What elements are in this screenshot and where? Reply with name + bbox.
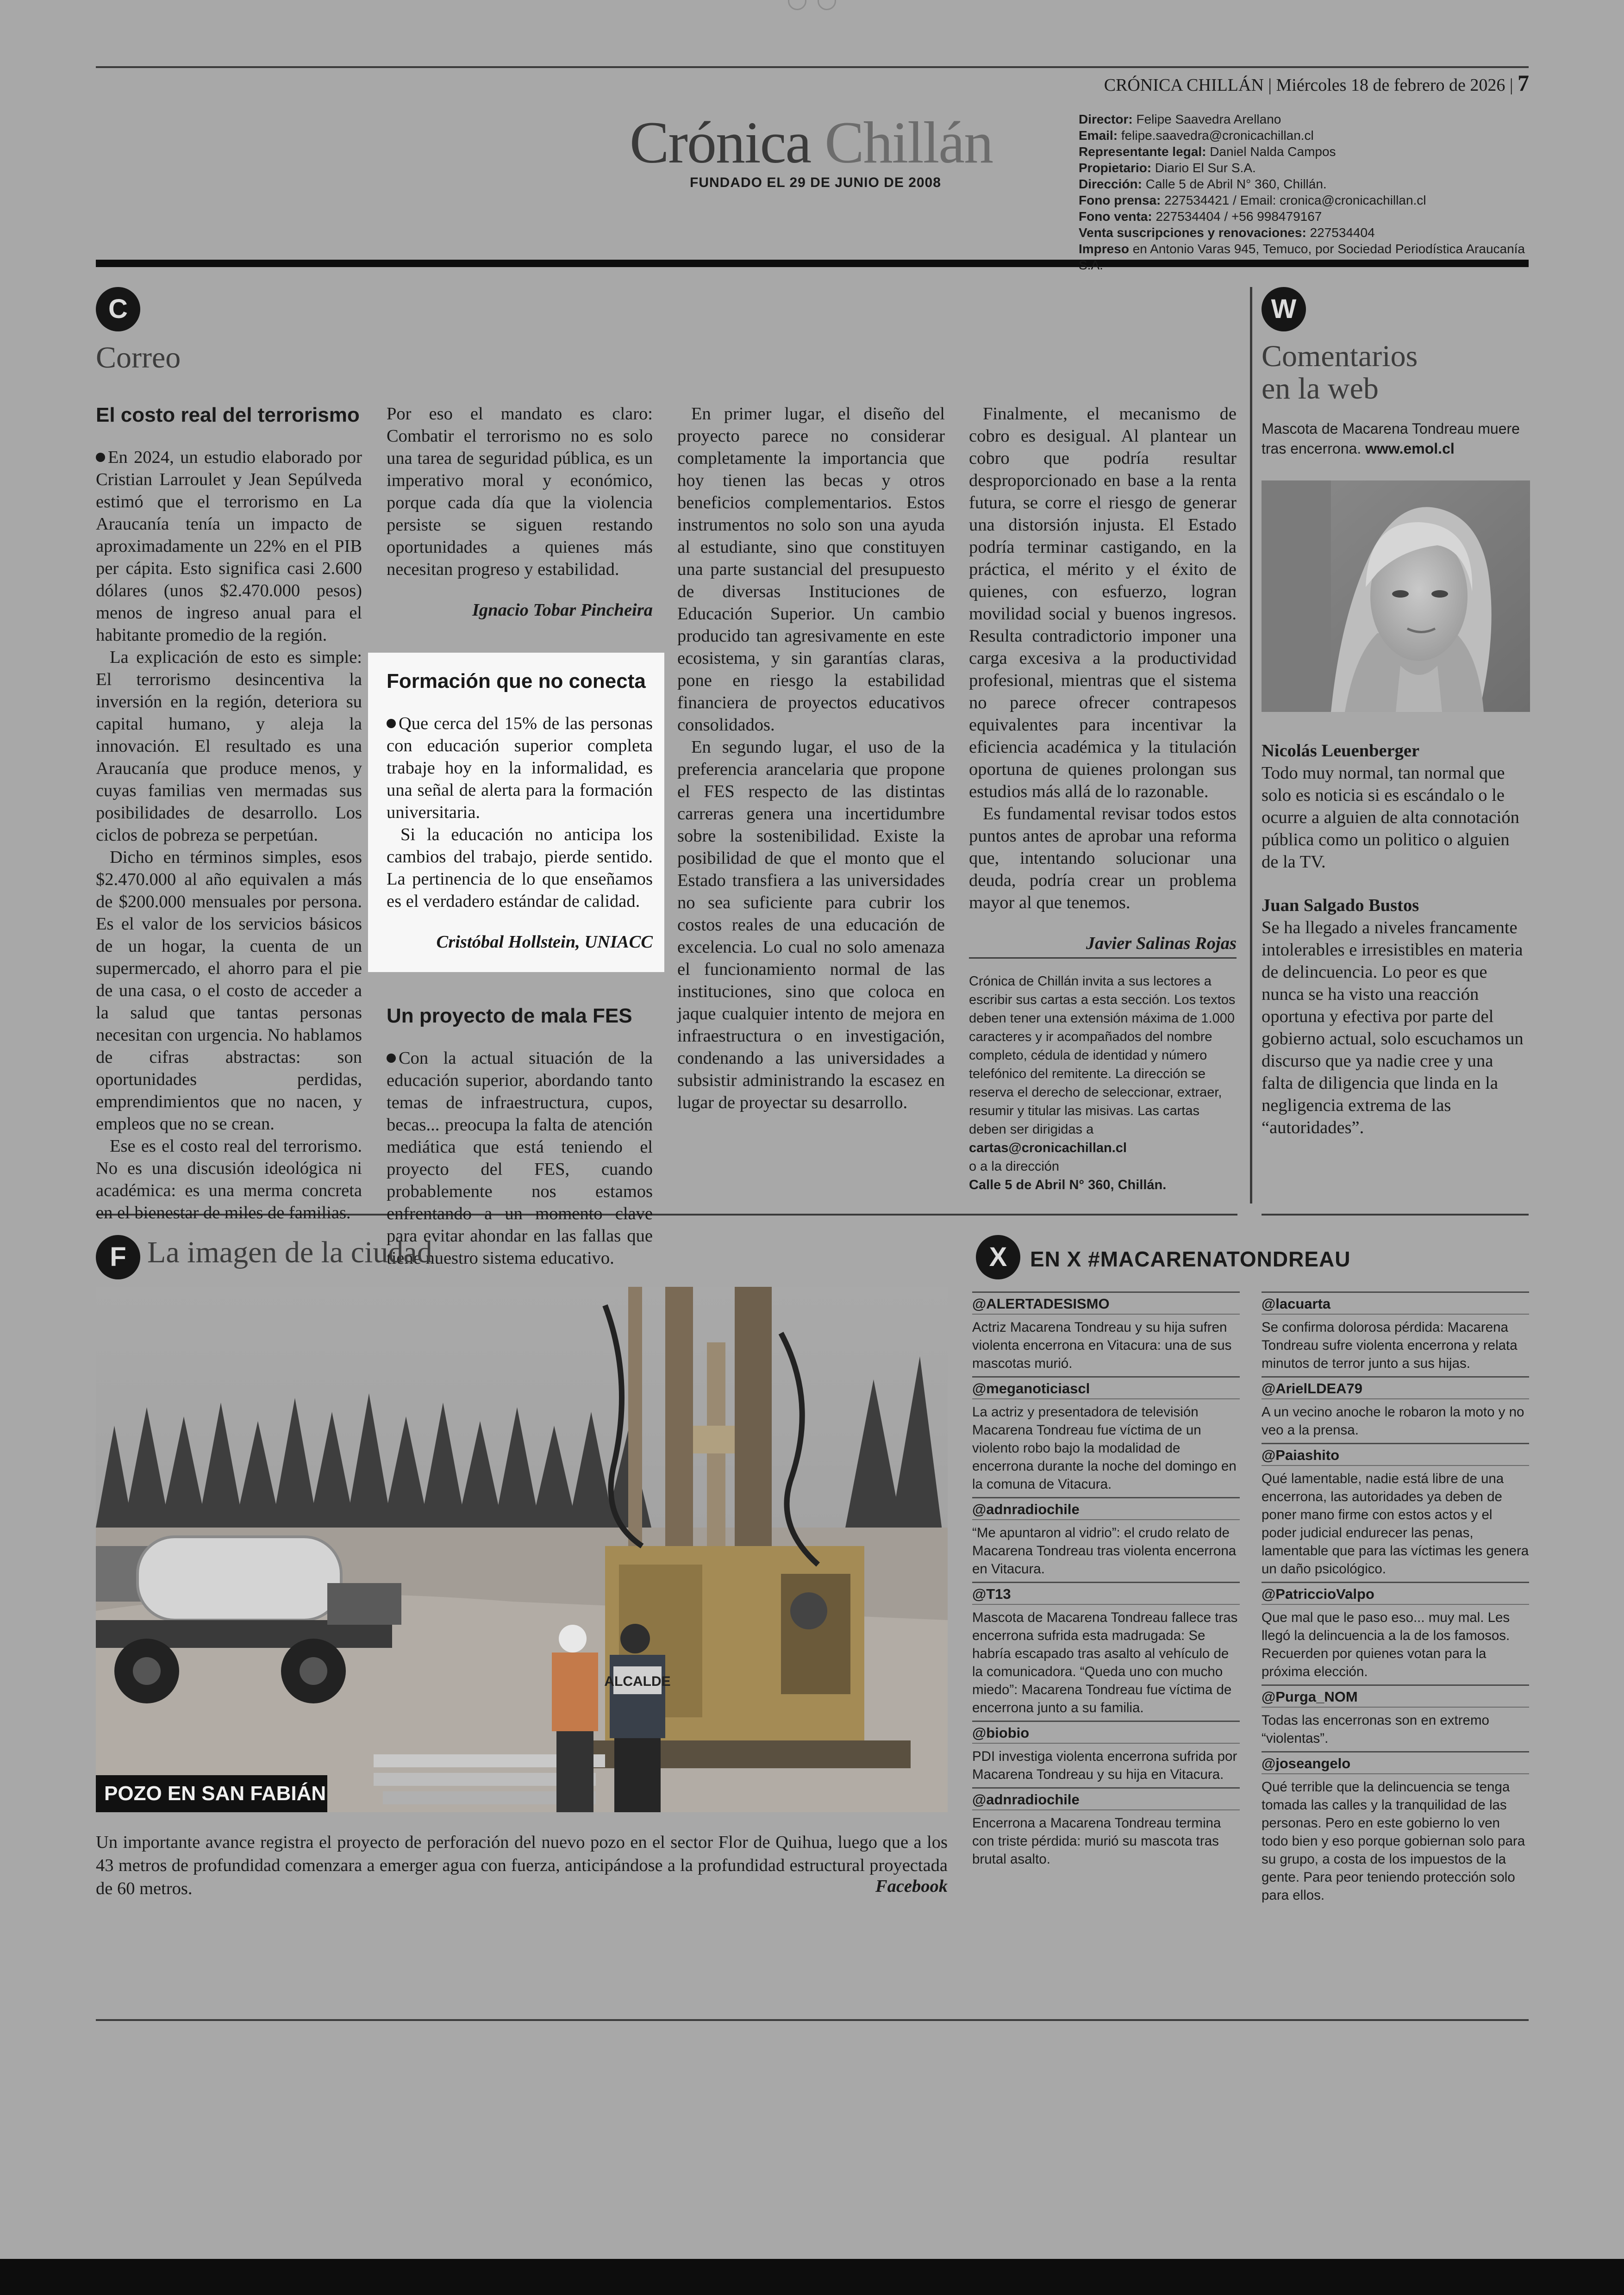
letter1-signature: Ignacio Tobar Pincheira xyxy=(472,600,653,620)
city-section-icon: F xyxy=(96,1235,140,1279)
credit-value: Daniel Nalda Campos xyxy=(1210,144,1336,159)
credit-line xyxy=(1079,241,1542,273)
x-post xyxy=(972,1376,1240,1493)
letter2-paragraph xyxy=(387,712,653,823)
letter1-p4: Ese es el costo real del terrorismo. No es una discusión ideológica ni académica: es una merma concreta en el bienestar de miles de familias. xyxy=(96,1136,362,1222)
credit-label: Email: xyxy=(1079,128,1118,143)
x-post-handle[interactable]: @joseangelo xyxy=(1262,1754,1529,1774)
x-post-handle[interactable]: @PatriccioValpo xyxy=(1262,1585,1529,1605)
credit-value: en Antonio Varas 945, Temuco, por Sociedad Periodística Araucanía S.A. xyxy=(1079,242,1525,272)
x-section-icon: X xyxy=(976,1235,1020,1279)
letter1-continued-column xyxy=(387,403,653,621)
bullet-dot-icon xyxy=(96,453,105,462)
x-post xyxy=(1262,1582,1529,1681)
x-post-text: Qué terrible que la delincuencia se tenga tomada las calles y la tranquilidad de las personas. Pero en este gobierno lo ven todo bien y eso porque gobiernan solo para su grupo, a costa de los impuestos de la gente. Para peor teniendo protección solo para ellos. xyxy=(1262,1779,1525,1903)
x-post-handle[interactable]: @adnradiochile xyxy=(972,1790,1240,1810)
note-address: Calle 5 de Abril N° 360, Chillán. xyxy=(969,1178,1167,1192)
x-post xyxy=(972,1497,1240,1578)
credit-label: Impreso xyxy=(1079,242,1129,256)
credit-line xyxy=(1079,143,1542,160)
credit-value: Felipe Saavedra Arellano xyxy=(1136,112,1281,126)
credit-label: Fono prensa: xyxy=(1079,193,1161,207)
x-post-handle[interactable]: @Purga_NOM xyxy=(1262,1688,1529,1708)
credit-label: Propietario: xyxy=(1079,161,1152,175)
bottom-black-bar xyxy=(0,2259,1624,2295)
note-or: o a la dirección xyxy=(969,1159,1060,1174)
top-rule xyxy=(96,66,1529,68)
letter3-start-column xyxy=(387,1004,653,1269)
credit-line xyxy=(1079,192,1542,208)
x-feed-left-column xyxy=(972,1291,1240,1872)
page-reference-text: CRÓNICA CHILLÁN | Miércoles 18 de febrero de 2026 | xyxy=(1104,75,1513,95)
web-comment-author: Juan Salgado Bustos xyxy=(1262,896,1419,915)
x-post-text: Todas las encerronas son en extremo “violentas”. xyxy=(1262,1713,1489,1746)
x-post xyxy=(1262,1684,1529,1747)
submission-note xyxy=(969,972,1237,1194)
web-lead xyxy=(1262,419,1539,459)
x-feed-title: EN X #MACARENATONDREAU xyxy=(1030,1247,1351,1271)
web-section-icon: W xyxy=(1262,287,1306,331)
x-feed-right-column xyxy=(1262,1291,1529,1908)
x-post-text: Que mal que le paso eso... muy mal. Les llegó la delincuencia a la de los famosos. Recuerden por quienes votan para la próxima elección. xyxy=(1262,1610,1510,1679)
masthead xyxy=(630,109,993,177)
web-title-line1: Comentarios xyxy=(1262,339,1418,373)
letter1-p3: Dicho en términos simples, esos $2.470.000 al año equivalen a más de $200.000 mensuales por persona. Es el valor de los servicios básicos de un hogar, la cuenta de un supermercado, el ahorro para el pie de una casa, o el costo de acceder a la salud que tantas personas necesitan con urgencia. No hablamos de cifras abstractas: son oportunidades perdidas, emprendimientos que no nacen, y empleos que no se crean. xyxy=(96,848,362,1134)
web-comment xyxy=(1262,740,1529,873)
vest-text: ALCALDE xyxy=(604,1674,671,1689)
x-post xyxy=(1262,1751,1529,1904)
credit-label: Dirección: xyxy=(1079,177,1142,191)
x-post xyxy=(972,1582,1240,1717)
letter2-headline: Formación que no conecta xyxy=(387,670,646,692)
x-post-text: PDI investiga violenta encerrona sufrida por Macarena Tondreau y su hija en Vitacura. xyxy=(972,1749,1237,1782)
web-comments xyxy=(1262,740,1529,1139)
letter1-p5: Por eso el mandato es claro: Combatir el terrorismo no es solo una tarea de seguridad pública, es un imperativo moral y económico, porque cada día que la violencia persiste se siguen restando oportunidades a quienes más necesitan progreso y estabilidad. xyxy=(387,404,653,579)
founded-line: FUNDADO EL 29 DE JUNIO DE 2008 xyxy=(690,175,941,190)
masthead-part1: Crónica xyxy=(630,110,811,175)
worker-1 xyxy=(552,1625,598,1812)
letter3-column-2 xyxy=(677,403,945,1114)
credit-line xyxy=(1079,160,1542,176)
x-post-text: Actriz Macarena Tondreau y su hija sufren violenta encerrona en Vitacura: una de sus mascotas murió. xyxy=(972,1320,1232,1371)
bullet-dot-icon xyxy=(387,1054,396,1063)
page-number: 7 xyxy=(1518,70,1529,96)
x-post-text: Mascota de Macarena Tondreau fallece tras encerrona sufrida esta madrugada: Se habría escapado tras asalto al vehículo de la comunicadora. “Queda uno con mucho miedo”: Macarena Tondreau fue víctima de encerrona junto a su familia. xyxy=(972,1610,1238,1715)
letter3-p4: Finalmente, el mecanismo de cobro es desigual. Al plantear un cobro que podría resultar desproporcionado en base a la renta futura, se corre el riesgo de generar una distorsión injusta. El Estado podría terminar castigando, en la práctica, el mérito y el éxito de quienes, con esfuerzo, logran movilidad social y buenos ingresos. Resulta contradictorio imponer una carga excesiva a la productividad profesional, mientras que el sistema no parece ofrecer contrapesos equivalentes para incentivar la eficiencia académica y la titulación oportuna de quienes prolongan sus estudios más allá de lo razonable. xyxy=(969,404,1237,801)
x-post-text: A un vecino anoche le robaron la moto y no veo a la prensa. xyxy=(1262,1404,1524,1438)
credit-line xyxy=(1079,176,1542,192)
credit-value: 227534404 / +56 998479167 xyxy=(1156,209,1322,224)
city-photo xyxy=(96,1287,948,1812)
letter3-p1: Con la actual situación de la educación superior, abordando tanto temas de infraestructura, cupos, becas... preocupa la falta de atención mediática que está teniendo el proyecto del FES, cuando probablemente nos estamos enfrentando a un momento clave para evitar ahondar en las fallas que tiene nuestro sistema educativo. xyxy=(387,1048,653,1268)
x-post-text: “Me apuntaron al vidrio”: el crudo relato de Macarena Tondreau tras violenta encerrona en Vitacura. xyxy=(972,1525,1237,1577)
credit-label: Representante legal: xyxy=(1079,144,1206,159)
city-photo-credit: Facebook xyxy=(875,1877,948,1896)
letter3-headline: Un proyecto de mala FES xyxy=(387,1004,632,1027)
city-section-title: La imagen de la ciudad xyxy=(147,1235,432,1269)
letter1-p1: En 2024, un estudio elaborado por Cristian Larroulet y Jean Sepúlveda estimó que el terrorismo en La Araucanía tenía un impacto de aproximadamente un 22% en el PIB per cápita. Esto significa casi 2.600 dólares (unos $2.470.000 pesos) menos de ingreso anual para el habitante promedio de la región. xyxy=(96,448,362,645)
masthead-part2: Chillán xyxy=(824,110,993,175)
credit-label: Director: xyxy=(1079,112,1133,126)
credit-line xyxy=(1079,208,1542,225)
ghost-circle-icon xyxy=(818,0,836,10)
web-comment-author: Nicolás Leuenberger xyxy=(1262,741,1420,761)
letter3-signature: Javier Salinas Rojas xyxy=(1086,934,1237,953)
letter2-p2: Si la educación no anticipa los cambios del trabajo, pierde sentido. La pertinencia de lo que enseñamos es el verdadero estándar de calidad. xyxy=(387,825,653,911)
credit-value: felipe.saavedra@cronicachillan.cl xyxy=(1121,128,1314,143)
web-section-title xyxy=(1262,340,1418,405)
x-post-text: Encerrona a Macarena Tondreau termina con triste pérdida: murió su mascota tras brutal asalto. xyxy=(972,1815,1221,1867)
x-post-handle[interactable]: @ArielLDEA79 xyxy=(1262,1379,1529,1399)
letter3-p5: Es fundamental revisar todos estos puntos antes de aprobar una reforma que, intentando solucionar una deuda, podría crear un problema mayor al que tenemos. xyxy=(969,804,1237,912)
note-email: cartas@cronicachillan.cl xyxy=(969,1141,1127,1155)
x-post-handle[interactable]: @T13 xyxy=(972,1585,1240,1605)
credit-value: Calle 5 de Abril N° 360, Chillán. xyxy=(1145,177,1327,191)
letter2-p1: Que cerca del 15% de las personas con educación superior completa trabaje hoy en la informalidad, es una señal de alerta para la formación universitaria. xyxy=(387,714,653,822)
city-photo-label: POZO EN SAN FABIÁN xyxy=(96,1775,327,1812)
woman-photo xyxy=(1262,480,1530,712)
ghost-circle-icon xyxy=(788,0,806,10)
credits-block xyxy=(1079,111,1542,273)
letter1-paragraph xyxy=(96,446,362,646)
credit-label: Fono venta: xyxy=(1079,209,1152,224)
web-lead-source: www.emol.cl xyxy=(1365,440,1455,457)
x-post xyxy=(1262,1443,1529,1578)
x-post-handle[interactable]: @lacuarta xyxy=(1262,1295,1529,1315)
web-comment-text: Todo muy normal, tan normal que solo es noticia si es escándalo o le ocurre a alguien de alta connotación pública como un politico o alguien de la TV. xyxy=(1262,763,1519,872)
mid-rule-right xyxy=(1262,1214,1529,1216)
web-lead-text: Mascota de Macarena Tondreau muere tras encerrona. xyxy=(1262,420,1520,457)
x-post-handle[interactable]: @meganoticiascl xyxy=(972,1379,1240,1399)
city-caption: Un importante avance registra el proyecto de perforación del nuevo pozo en el sector Flor de Quihua, luego que a los 43 metros de profundidad comenzara a emerger agua con fuerza, anticipándose a la profundidad estructural proyectada de 60 metros. xyxy=(96,1833,948,1898)
credit-line xyxy=(1079,127,1542,143)
letter3-p2: En primer lugar, el diseño del proyecto parece no considerar completamente la importancia que hoy tienen las becas y otros beneficios complementarios. Estos instrumentos no solo son una ayuda al estudiante, sino que constituyen una parte sustancial del presupuesto de diversas Instituciones de Educación Superior. Un cambio producido tan agresivamente en este ecosistema, y sin garantías claras, pone en riesgo la estabilidad financiera de proyectos educativos consolidados. xyxy=(677,404,945,735)
web-title-line2: en la web xyxy=(1262,372,1379,405)
x-post-text: La actriz y presentadora de televisión Macarena Tondreau fue víctima de un violento robo bajo la modalidad de encerrona durante la noche del domingo en la comuna de Vitacura. xyxy=(972,1404,1237,1492)
x-post-text: Se confirma dolorosa pérdida: Macarena Tondreau sufre violenta encerrona y relata minutos de terror junto a sus hijas. xyxy=(1262,1320,1518,1371)
web-comment xyxy=(1262,894,1529,1139)
top-ghost-icons xyxy=(782,0,843,14)
correo-section-icon: C xyxy=(96,287,140,331)
credit-value: Diario El Sur S.A. xyxy=(1155,161,1256,175)
letter1-column xyxy=(96,403,362,1224)
letter2-signature: Cristóbal Hollstein, UNIACC xyxy=(436,932,653,952)
credit-label: Venta suscripciones y renovaciones: xyxy=(1079,225,1306,240)
bullet-dot-icon xyxy=(387,719,396,728)
x-post-handle[interactable]: @Paiashito xyxy=(1262,1446,1529,1466)
bottom-rule xyxy=(96,2019,1529,2021)
letter3-column-3 xyxy=(969,403,1237,954)
credit-value: 227534421 / Email: cronica@cronicachillan.cl xyxy=(1164,193,1426,207)
letter1-p2: La explicación de esto es simple: El terrorismo desincentiva la inversión en la región, deteriora su capital humano, y aleja la innovación. El resultado es una Araucanía que produce menos, y cuyas familias ven mermadas sus posibilidades de desarrollo. Los ciclos de pobreza se perpetúan. xyxy=(96,648,362,845)
web-column-divider xyxy=(1250,287,1252,1204)
letter1-headline: El costo real del terrorismo xyxy=(96,404,360,426)
credit-value: 227534404 xyxy=(1310,225,1375,240)
x-post-text: Qué lamentable, nadie está libre de una encerrona, las autoridades ya deben de poner mano firme con estos actos y el poder judicial endurecer las penas, lamentable que para las víctimas les genera un daño psicológico. xyxy=(1262,1471,1529,1577)
note-text: Crónica de Chillán invita a sus lectores a escribir sus cartas a esta sección. Los textos deben tener una extensión máxima de 1.000 caracteres y ir acompañados del nombre completo, cédula de identidad y número telefónico del remitente. La dirección se reserva el derecho de seleccionar, extraer, resumir y titular las misivas. Las cartas deben ser dirigidas a xyxy=(969,974,1236,1137)
x-post xyxy=(972,1721,1240,1784)
x-post-handle[interactable]: @adnradiochile xyxy=(972,1500,1240,1520)
x-post xyxy=(972,1291,1240,1372)
note-rule xyxy=(969,957,1237,959)
correo-section-title: Correo xyxy=(96,341,181,374)
x-post xyxy=(1262,1376,1529,1439)
letter2-box xyxy=(387,669,653,953)
credit-line xyxy=(1079,111,1542,127)
x-post xyxy=(1262,1291,1529,1372)
x-post-handle[interactable]: @ALERTADESISMO xyxy=(972,1295,1240,1315)
web-comment-text: Se ha llegado a niveles francamente intolerables e irresistibles en materia de delincuencia. Lo peor es que nunca se ha visto una reacción oportuna y efectiva por parte del gobierno actual, solo escuchamos un discurso que ya nadie cree y una falta de diligencia que linda en la negligencia extrema de las “autoridades”. xyxy=(1262,918,1524,1137)
page-reference xyxy=(1104,69,1529,96)
credit-line xyxy=(1079,225,1542,241)
x-post-handle[interactable]: @biobio xyxy=(972,1724,1240,1744)
letter3-p3: En segundo lugar, el uso de la preferencia arancelaria que propone el FES respecto de las distintas carreras genera una incertidumbre sobre la sostenibilidad. Existe la posibilidad de que el monto que el Estado transfiera a las universidades no sea suficiente para cubrir los costos reales de una educación de excelencia. Lo cual no solo amenaza el funcionamiento normal de las instituciones, sino que coloca en jaque cualquier intento de mejora en infraestructura o en investigación, condenando a las universidades a subsistir administrando la escasez en lugar de proyectar su desarrollo. xyxy=(677,737,945,1112)
x-post xyxy=(972,1787,1240,1868)
